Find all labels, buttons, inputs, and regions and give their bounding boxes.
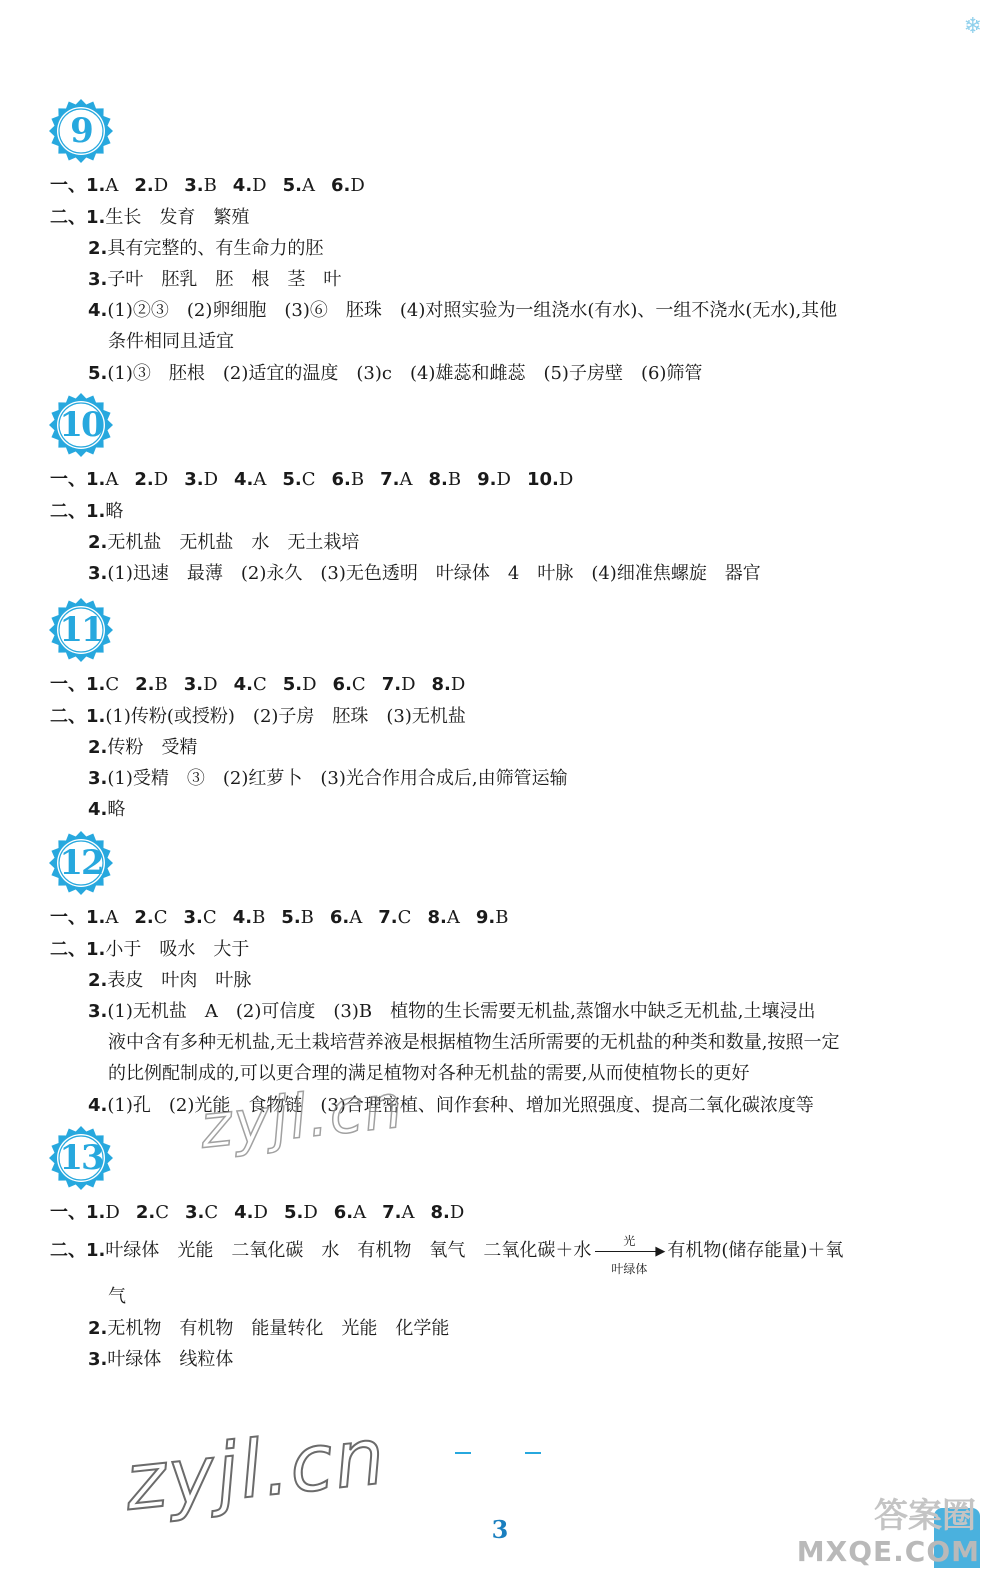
corner-logo (796, 1488, 980, 1568)
section-number: 10 (59, 405, 103, 445)
answer-text: D (401, 674, 416, 695)
answer-text: (1)传粉(或授粉) (2)子房 胚珠 (3)无机盐 (105, 706, 466, 727)
answer-text: D (252, 175, 267, 196)
answer-text: 表皮 叶肉 叶脉 (107, 970, 252, 991)
answer-text: C (204, 1202, 219, 1223)
answer-text: A (253, 469, 267, 490)
answer-line (50, 1234, 844, 1276)
question-number: 1. (86, 939, 106, 960)
question-number: 7. (382, 1202, 402, 1223)
question-number: 8. (430, 1202, 450, 1223)
section-number: 11 (59, 610, 103, 650)
answer-line (88, 1315, 449, 1343)
corner-logo-title: 答案圈 (874, 1496, 976, 1536)
question-number: 2. (134, 175, 154, 196)
question-number: 4. (233, 674, 253, 695)
question-number: 2. (88, 532, 108, 553)
answer-text: 无机物 有机物 能量转化 光能 化学能 (107, 1318, 450, 1339)
section-number-badge (48, 1125, 114, 1191)
answer-text: A (353, 1202, 367, 1223)
answer-line (50, 671, 465, 699)
question-number: 3. (184, 175, 204, 196)
answer-text: C (397, 907, 412, 928)
answer-text: A (349, 907, 363, 928)
answer-line (50, 1199, 464, 1227)
question-number: 3. (88, 269, 108, 290)
arrow-head-icon: ▶ (655, 1244, 666, 1259)
question-number: 1. (86, 175, 106, 196)
question-number: 7. (381, 674, 402, 695)
answer-text: D (558, 469, 574, 490)
question-number: 5. (88, 363, 108, 384)
answer-text: B (252, 907, 266, 928)
question-number: 2. (135, 1202, 156, 1223)
answer-line (50, 204, 249, 232)
question-number: 2. (135, 674, 155, 695)
section-number: 12 (59, 843, 103, 883)
question-number: 4. (232, 907, 253, 928)
answer-text: B (495, 907, 509, 928)
question-number: 2. (134, 907, 154, 928)
snowflake-icon: ❄ (963, 14, 982, 39)
question-number: 3. (183, 907, 203, 928)
part-label: 二、 (50, 1240, 86, 1261)
answer-text: A (105, 907, 119, 928)
answer-text: B (203, 175, 217, 196)
question-number: 3. (184, 469, 204, 490)
answer-text: (1)孔 (2)光能 食物链 (3)合理密植、间作套种、增加光照强度、提高二氧化碳浓度等 (107, 1095, 814, 1116)
answer-line (88, 529, 359, 557)
answer-text: 有机物(储存能量)＋氧 (667, 1240, 844, 1261)
question-number: 9. (477, 469, 497, 490)
question-number: 10. (526, 469, 559, 490)
watermark-logo: zyjl.cn (121, 1411, 391, 1529)
question-number: 3. (184, 1202, 205, 1223)
answer-text: D (449, 1202, 465, 1223)
question-number: 6. (329, 907, 350, 928)
page-number: 3 (491, 1515, 509, 1544)
answer-text: D (105, 1202, 120, 1223)
question-number: 6. (330, 175, 351, 196)
question-number: 1. (86, 907, 106, 928)
answer-line (88, 998, 816, 1026)
answer-text: A (399, 469, 413, 490)
answer-text: 液中含有多种无机盐,无土栽培营养液是根据植物生活所需要的无机盐的种类和数量,按照一定 (108, 1032, 840, 1053)
section-number-badge (48, 597, 114, 663)
answer-text: D (253, 1202, 268, 1223)
question-number: 8. (431, 674, 451, 695)
answer-text: 气 (108, 1286, 126, 1307)
answer-line (108, 1060, 749, 1088)
question-number: 7. (380, 469, 400, 490)
answer-text: A (301, 175, 315, 196)
answer-text: D (302, 674, 317, 695)
answer-line (50, 936, 249, 964)
answer-text: D (303, 1202, 318, 1223)
answer-text: (1)受精 ③ (2)红萝卜 (3)光合作用合成后,由筛管运输 (107, 768, 568, 789)
question-number: 1. (86, 706, 106, 727)
question-number: 8. (427, 907, 447, 928)
answer-text: C (153, 907, 168, 928)
corner-logo-text: MXQE.COM (796, 1535, 980, 1568)
answer-text: (1)无机盐 A (2)可信度 (3)B 植物的生长需要无机盐,蒸馏水中缺乏无机盐,土壤浸出 (107, 1001, 816, 1022)
question-number: 9. (475, 907, 496, 928)
question-number: 2. (88, 970, 108, 991)
answer-text: D (350, 175, 365, 196)
question-number: 6. (332, 674, 352, 695)
answer-line (88, 967, 251, 995)
answer-text: D (153, 469, 169, 490)
answer-text: C (301, 469, 316, 490)
question-number: 6. (333, 1202, 354, 1223)
answer-text: 条件相同且适宜 (108, 331, 234, 352)
part-label: 二、 (50, 706, 86, 727)
question-number: 3. (88, 563, 108, 584)
answer-text: 生长 发育 繁殖 (105, 207, 250, 228)
question-number: 5. (282, 175, 302, 196)
answer-line (108, 328, 234, 356)
question-number: 3. (88, 1001, 108, 1022)
question-number: 4. (88, 300, 108, 321)
question-number: 5. (281, 907, 301, 928)
section-number: 9 (70, 111, 92, 151)
answer-text: C (202, 907, 217, 928)
arrow-line (595, 1251, 659, 1252)
question-number: 1. (86, 469, 106, 490)
answer-line (88, 796, 125, 824)
answer-text: 叶绿体 光能 二氧化碳 水 有机物 氧气 二氧化碳＋水 (105, 1240, 592, 1261)
answer-text: C (105, 674, 120, 695)
answer-text: C (155, 1202, 169, 1223)
answer-text: B (350, 469, 365, 490)
answer-line (50, 703, 466, 731)
answer-text: 略 (107, 799, 126, 820)
question-number: 3. (183, 674, 204, 695)
arrow-condition-top: 光 (623, 1234, 636, 1248)
answer-text: 小于 吸水 大于 (105, 939, 250, 960)
section-number-badge (48, 98, 114, 164)
question-number: 4. (234, 469, 254, 490)
part-label: 一、 (50, 469, 86, 490)
answer-text: 叶绿体 线粒体 (107, 1349, 234, 1370)
answer-text: B (447, 469, 462, 490)
question-number: 1. (86, 207, 106, 228)
answer-line (50, 498, 123, 526)
answer-line (88, 734, 197, 762)
question-number: 2. (88, 737, 108, 758)
answer-text: (1)②③ (2)卵细胞 (3)⑥ 胚珠 (4)对照实验为一组浇水(有水)、一组不浇水(无水),其他 (107, 300, 838, 321)
answer-line (88, 360, 702, 388)
question-number: 1. (86, 1240, 106, 1261)
answer-text: B (300, 907, 314, 928)
question-number: 1. (86, 501, 106, 522)
answer-text: C (351, 674, 366, 695)
question-number: 5. (283, 1202, 304, 1223)
answer-text: A (105, 469, 119, 490)
section-number-badge (48, 830, 114, 896)
part-label: 一、 (50, 1202, 86, 1223)
answer-text: A (401, 1202, 415, 1223)
question-number: 4. (88, 1095, 108, 1116)
question-number: 8. (428, 469, 448, 490)
reaction-arrow (591, 1234, 667, 1276)
answer-text: 子叶 胚乳 胚 根 茎 叶 (107, 269, 342, 290)
section-number-badge (48, 392, 114, 458)
question-number: 4. (232, 175, 253, 196)
question-number: 3. (88, 768, 108, 789)
answer-line (108, 1029, 839, 1057)
question-number: 4. (88, 799, 108, 820)
answer-line (88, 765, 568, 793)
answer-text: D (203, 674, 218, 695)
part-label: 二、 (50, 207, 86, 228)
answer-text: 无机盐 无机盐 水 无土栽培 (107, 532, 360, 553)
answer-text: D (153, 175, 169, 196)
answer-line (88, 266, 341, 294)
answer-line (50, 466, 573, 494)
answer-text: 具有完整的、有生命力的胚 (107, 238, 324, 259)
answer-text: D (450, 674, 466, 695)
question-number: 3. (88, 1349, 108, 1370)
section-number: 13 (59, 1138, 103, 1178)
answer-line (88, 297, 837, 325)
question-number: 4. (234, 1202, 254, 1223)
part-label: 二、 (50, 939, 86, 960)
watermark-small: zyjl.cn (196, 1071, 408, 1163)
part-label: 一、 (50, 907, 86, 928)
part-label: 二、 (50, 501, 86, 522)
question-number: 2. (88, 1318, 108, 1339)
page-dashes (455, 1452, 545, 1456)
answer-text: 传粉 受精 (107, 737, 198, 758)
answer-text: D (496, 469, 511, 490)
question-number: 1. (86, 1202, 106, 1223)
answer-text: A (446, 907, 460, 928)
part-label: 一、 (50, 674, 86, 695)
question-number: 6. (331, 469, 351, 490)
answer-text: C (252, 674, 267, 695)
answer-line (108, 1283, 126, 1311)
question-number: 5. (282, 469, 302, 490)
answer-text: 的比例配制成的,可以更合理的满足植物对各种无机盐的需要,从而使植物长的更好 (108, 1063, 750, 1084)
question-number: 2. (88, 238, 108, 259)
question-number: 7. (378, 907, 398, 928)
answer-line (50, 904, 508, 932)
question-number: 5. (282, 674, 303, 695)
answer-line (50, 172, 365, 200)
part-label: 一、 (50, 175, 86, 196)
answer-line (88, 560, 761, 588)
answer-text: B (154, 674, 168, 695)
answer-text: 略 (105, 501, 124, 522)
answer-text: (1)迅速 最薄 (2)永久 (3)无色透明 叶绿体 4 叶脉 (4)细准焦螺旋 器官 (107, 563, 761, 584)
answer-text: A (105, 175, 119, 196)
question-number: 1. (86, 674, 106, 695)
answer-text: (1)③ 胚根 (2)适宜的温度 (3)c (4)雄蕊和雌蕊 (5)子房壁 (6)筛管 (107, 363, 703, 384)
answer-text: D (203, 469, 218, 490)
question-number: 2. (134, 469, 154, 490)
arrow-condition-bottom: 叶绿体 (611, 1262, 648, 1276)
answer-line (88, 235, 323, 263)
answer-line (88, 1346, 233, 1374)
